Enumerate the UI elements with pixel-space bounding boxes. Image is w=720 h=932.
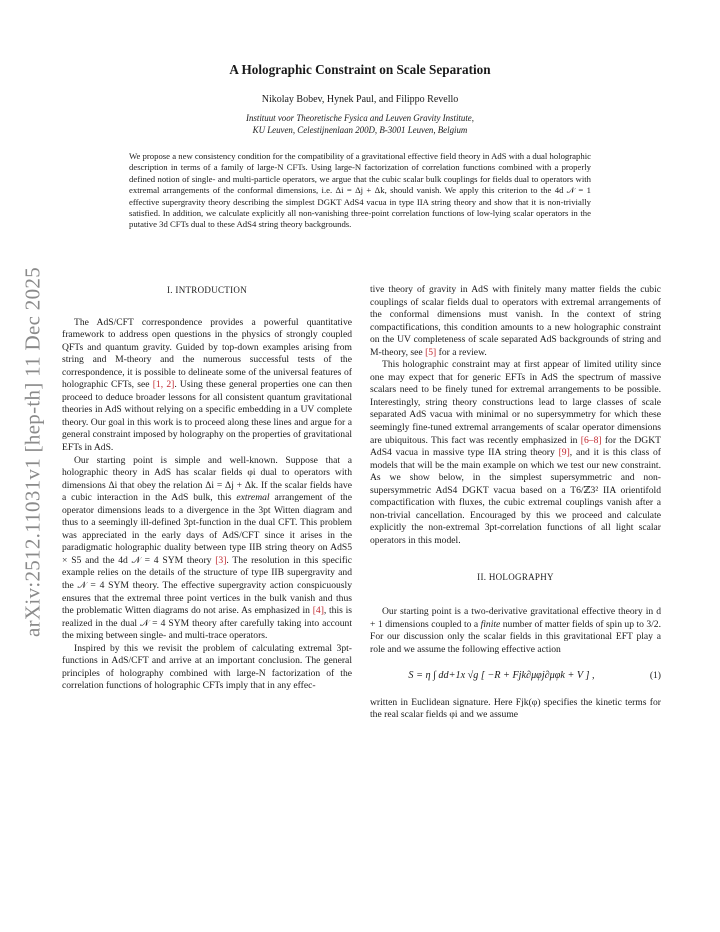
citation-link[interactable]: [6–8] (580, 434, 602, 446)
affiliation-line-2: KU Leuven, Celestijnenlaan 200D, B-3001 Leuven, Belgium (252, 125, 468, 135)
intro-paragraph-1: The AdS/CFT correspondence provides a powerful quantitative framework to address open questions in the physics of strongly coupled QFTs and quantum gravity. Guided by top-down examples arising from string and M-theory and the numerous successful tests of the correspondence, it is possible to delineate some of the universal features of holographic CFTs, see [1, 2]. Using these general properties one can then proceed to deduce broader lessons for all consistent quantum gravitational theories in AdS without relying on a specific embedding in a UV complete theory. Our goal in this work is to proceed along these lines and argue for a general constraint imposed by holography on the properties of gravitational EFTs in AdS. (62, 316, 353, 454)
section-heading-holography: II. HOLOGRAPHY (477, 572, 554, 583)
citation-link[interactable]: [1, 2] (152, 379, 175, 391)
left-column (62, 284, 352, 693)
affiliation-line-1: Instituut voor Theoretische Fysica and Leuven Gravity Institute, (246, 113, 474, 123)
intro-paragraph-3-continued: tive theory of gravity in AdS with finitely many matter fields the cubic couplings of scalar fields dual to operators with extremal arrangements of the conformal dimensions must vanish. In the context of string compactifications, this condition amounts to a new holographic constraint on the UV completeness of scale separated AdS backgrounds of string and M-theory, see [5] for a review. (370, 284, 661, 358)
right-column (370, 284, 661, 722)
author-list: Nikolay Bobev, Hynek Paul, and Filippo Revello (261, 94, 459, 105)
arxiv-identifier-stamp (18, 252, 48, 652)
holography-paragraph-2: written in Euclidean signature. Here Fjk(φ) specifies the kinetic terms for the real scalar fields φi and we assume (370, 696, 661, 721)
equation-number: (1) (649, 670, 661, 682)
citation-link[interactable]: [3] (215, 554, 227, 566)
citation-link[interactable]: [9] (558, 447, 570, 459)
affiliation (0, 112, 720, 136)
abstract: We propose a new consistency condition for the compatibility of a gravitational effective field theory in AdS with a dual holographic description in terms of a family of large-N CFTs. Using large-N factorization of correlation functions combined with a properly defined notion of single- and multi-particle operators, we argue that the cubic scalar bulk couplings for fields dual to operators with extremal arrangements of the conformal dimensions, i.e. Δi = Δj + Δk, should vanish. We apply this criterion to the 4d 𝒩 = 1 effective supergravity theory describing the simplest DGKT AdS4 vacua in type IIA string theory and show that it is non-trivially satisfied. In addition, we calculate explicitly all non-vanishing three-point correlation functions of low-lying scalar operators in the putative 3d CFTs dual to these AdS4 string theory backgrounds. (129, 151, 591, 230)
intro-paragraph-3: Inspired by this we revisit the problem of calculating extremal 3pt-functions in AdS/CFT and arrive at an important conclusion. The general principles of holography combined with large-N factorization of the correlation functions of holographic CFTs imply that in any effec- (62, 642, 352, 692)
holography-paragraph-1: Our starting point is a two-derivative gravitational effective theory in d + 1 dimensions coupled to a finite number of matter fields of spin up to 3/2. For our discussion only the scalar fields in this gravitational EFT play a role and we assume the following effective action (370, 606, 661, 655)
intro-paragraph-4: This holographic constraint may at first appear of limited utility since one may expect that for generic EFTs in AdS the spectrum of massive scalars need to be finely tuned for extremal arrangements to be possible. Interestingly, string theory constructions lead to large classes of scale separated AdS vacua with minimal or no supersymmetry for which these seemingly fine-tuned extremal arrangements of scalar operator dimensions are ubiquitous. This fact was recently emphasized in [6–8] for the DGKT AdS4 vacua in massive type IIA string theory [9], and it is this class of models that will be the main example on which we test our new constraint. As we show below, in the simplest supersymmetric and non-supersymmetric AdS4 DGKT vacua based on a T6/ℤ3² IIA orientifold compactification with fluxes, the cubic extremal couplings vanish after a non-trivial cancellation. Encouraged by this we proceed and calculate explicitly the non-extremal 3pt-correlation functions of all light scalar operators in this model. (370, 359, 662, 546)
intro-paragraph-2: Our starting point is simple and well-known. Suppose that a holographic theory in AdS has scalar fields φi dual to operators with dimensions Δi that obey the relation Δi = Δj + Δk. If the scalar fields have a cubic interaction in the AdS bulk, this extremal arrangement of the operator dimensions leads to a divergence in the 3pt Witten diagram and thus to a seemingly ill-defined 3pt-function in the dual CFT. This problem was appreciated in the early days of AdS/CFT since it arises in the paradigmatic holographic duality between type IIB string theory on AdS5 × S5 and the 4d 𝒩 = 4 SYM theory [3]. The resolution in this specific example relies on the details of the structure of type IIB supergravity and the 𝒩 = 4 SYM theory. The effective supergravity action conspicuously ensures that the extremal three point vertices in the bulk vanish and thus the problematic Witten diagrams do not arise. As emphasized in [4], this is realized in the dual 𝒩 = 4 SYM theory after carefully taking into account the mixing between single- and multi-trace operators. (62, 454, 352, 642)
arxiv-identifier-text: arXiv:2512.11031v1 [hep-th] 11 Dec 2025 (20, 267, 45, 637)
citation-link[interactable]: [4] (312, 605, 324, 617)
equation-body: S = η ∫ dd+1x √g [ −R + Fjk∂μφj∂μφk + V ] , (408, 670, 595, 682)
paper-title: A Holographic Constraint on Scale Separation (229, 62, 491, 77)
citation-link[interactable]: [5] (425, 346, 437, 358)
equation-1 (370, 670, 661, 683)
section-heading-introduction: I. INTRODUCTION (167, 285, 247, 295)
